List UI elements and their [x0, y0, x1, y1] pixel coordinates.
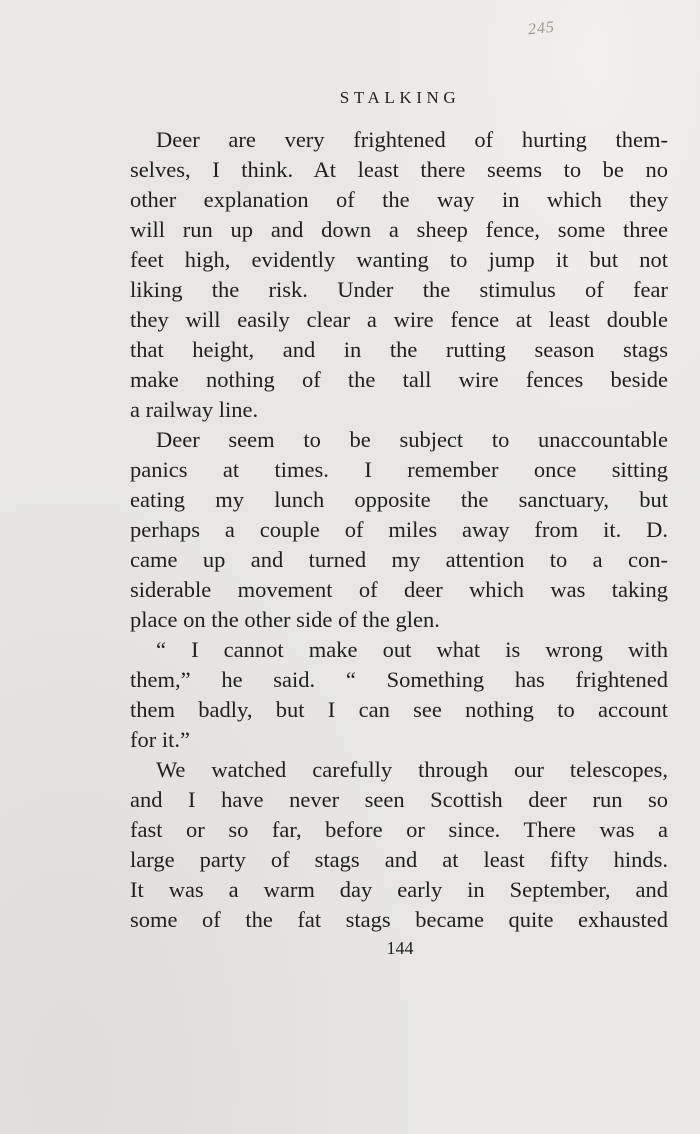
text-line: for it.”: [130, 727, 190, 752]
text-line: them,” he said. “ Something has frightened: [130, 667, 668, 692]
text-line: selves, I think. At least there seems to be no: [130, 157, 668, 182]
text-line: will run up and down a sheep fence, some three: [130, 217, 668, 242]
text-line: We watched carefully through our telescopes,: [156, 757, 668, 782]
text-line: panics at times. I remember once sitting: [130, 457, 668, 482]
page-number: 144: [386, 938, 414, 958]
text-line: Deer are very frightened of hurting them-: [156, 127, 668, 152]
text-line: “ I cannot make out what is wrong with: [156, 637, 668, 662]
text-line: make nothing of the tall wire fences beside: [130, 367, 668, 392]
text-line: It was a warm day early in September, and: [130, 877, 668, 902]
body-text: [130, 125, 668, 935]
text-line: large party of stags and at least fifty hinds.: [130, 847, 668, 872]
running-head-text: STALKING: [339, 88, 461, 107]
pencil-page-mark: 245: [527, 18, 556, 39]
text-line: that height, and in the rutting season stags: [130, 337, 668, 362]
text-line: place on the other side of the glen.: [130, 607, 440, 632]
text-line: a railway line.: [130, 397, 259, 422]
text-line: feet high, evidently wanting to jump it but not: [130, 247, 668, 272]
text-line: and I have never seen Scottish deer run so: [130, 787, 668, 812]
text-line: them badly, but I can see nothing to account: [130, 697, 668, 722]
text-line: some of the fat stags became quite exhausted: [130, 907, 668, 932]
running-head: [0, 88, 700, 108]
text-line: Deer seem to be subject to unaccountable: [156, 427, 668, 452]
text-line: fast or so far, before or since. There was a: [130, 817, 668, 842]
text-line: they will easily clear a wire fence at least double: [130, 307, 668, 332]
text-line: came up and turned my attention to a con-: [130, 547, 668, 572]
text-line: perhaps a couple of miles away from it. D.: [130, 517, 668, 542]
text-line: siderable movement of deer which was taking: [130, 577, 668, 602]
text-line: eating my lunch opposite the sanctuary, but: [130, 487, 668, 512]
text-line: liking the risk. Under the stimulus of fear: [130, 277, 668, 302]
text-line: other explanation of the way in which they: [130, 187, 668, 212]
